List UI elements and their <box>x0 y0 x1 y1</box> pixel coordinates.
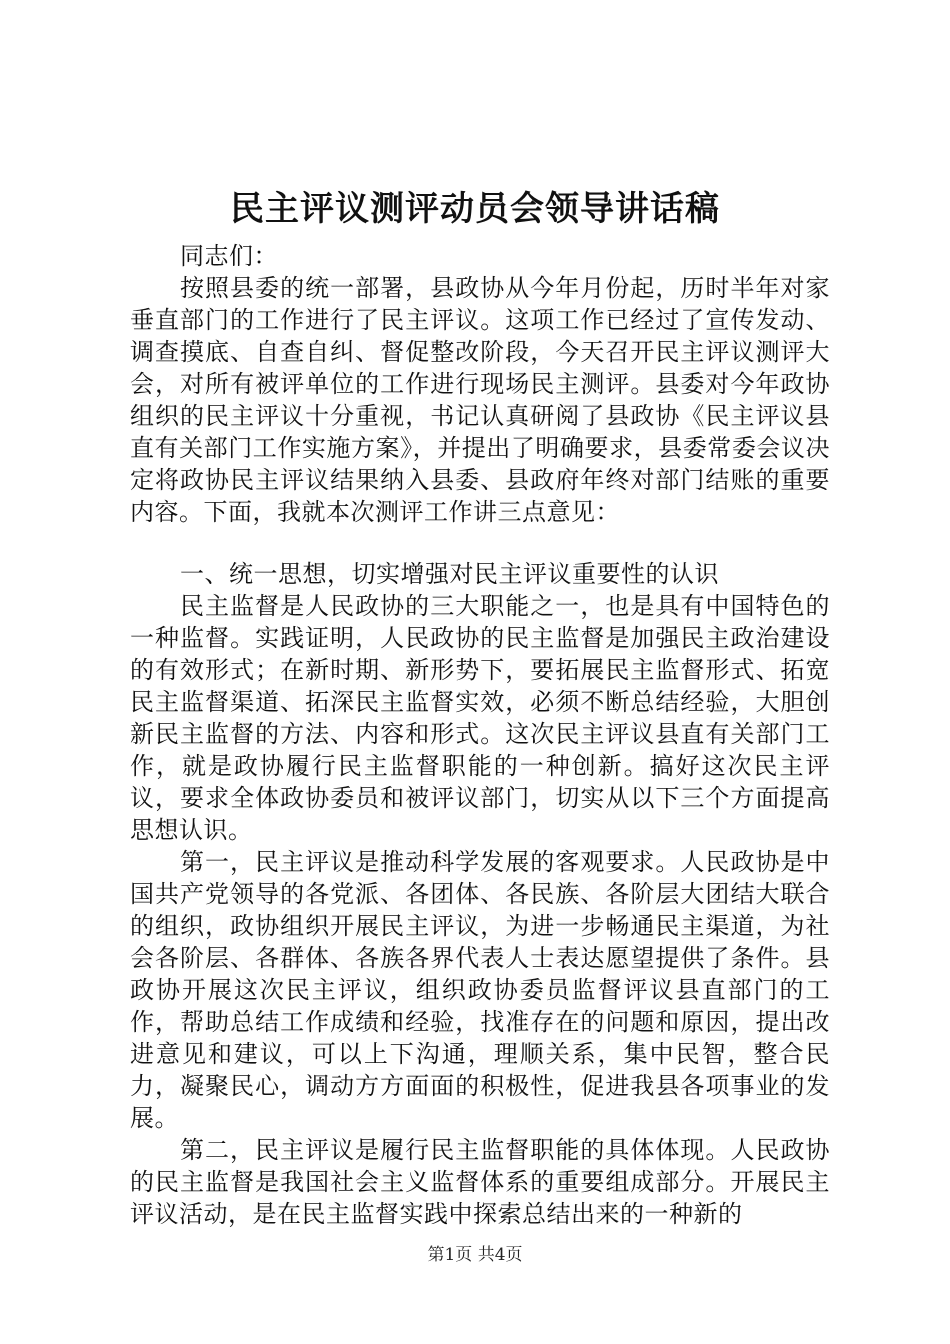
salutation-paragraph: 同志们： <box>180 242 278 270</box>
body-paragraph: 民主监督是人民政协的三大职能之一，也是具有中国特色的一种监督。实践证明，人民政协的民主监督是加强民主政治建设的有效形式；在新时期、新形势下，要拓展民主监督形式、拓宽民主监督渠道、拓深民主监督实效，必须不断总结经验，大胆创新民主监督的方法、内容和形式。这次民主评议县直有关部门工作，就是政协履行民主监督职能的一种创新。搞好这次民主评议，要求全体政协委员和被评议部门，切实从以下三个方面提高思想认识。 <box>130 592 830 844</box>
section-heading: 一、统一思想，切实增强对民主评议重要性的认识 <box>180 560 719 588</box>
intro-paragraph: 按照县委的统一部署，县政协从今年月份起，历时半年对家垂直部门的工作进行了民主评议。这项工作已经过了宣传发动、调查摸底、自查自纠、督促整改阶段，今天召开民主评议测评大会，对所有被评单位的工作进行现场民主测评。县委对今年政协组织的民主评议十分重视，书记认真研阅了县政协《民主评议县直有关部门工作实施方案》，并提出了明确要求，县委常委会议决定将政协民主评议结果纳入县委、县政府年终对部门结账的重要内容。下面，我就本次测评工作讲三点意见： <box>130 274 830 526</box>
body-paragraph: 第二，民主评议是履行民主监督职能的具体体现。人民政协的民主监督是我国社会主义监督体系的重要组成部分。开展民主评议活动，是在民主监督实践中探索总结出来的一种新的 <box>130 1136 830 1228</box>
page-number: 第1页 共4页 <box>427 1245 523 1265</box>
document-title: 民主评议测评动员会领导讲话稿 <box>230 189 720 229</box>
document-body <box>130 240 830 1230</box>
body-paragraph: 第一，民主评议是推动科学发展的客观要求。人民政协是中国共产党领导的各党派、各团体、各民族、各阶层大团结大联合的组织，政协组织开展民主评议，为进一步畅通民主渠道，为社会各阶层、各群体、各族各界代表人士表达愿望提供了条件。县政协开展这次民主评议，组织政协委员监督评议县直部门的工作，帮助总结工作成绩和经验，找准存在的问题和原因，提出改进意见和建议，可以上下沟通，理顺关系，集中民智，整合民力，凝聚民心，调动方方面面的积极性，促进我县各项事业的发展。 <box>130 848 830 1132</box>
